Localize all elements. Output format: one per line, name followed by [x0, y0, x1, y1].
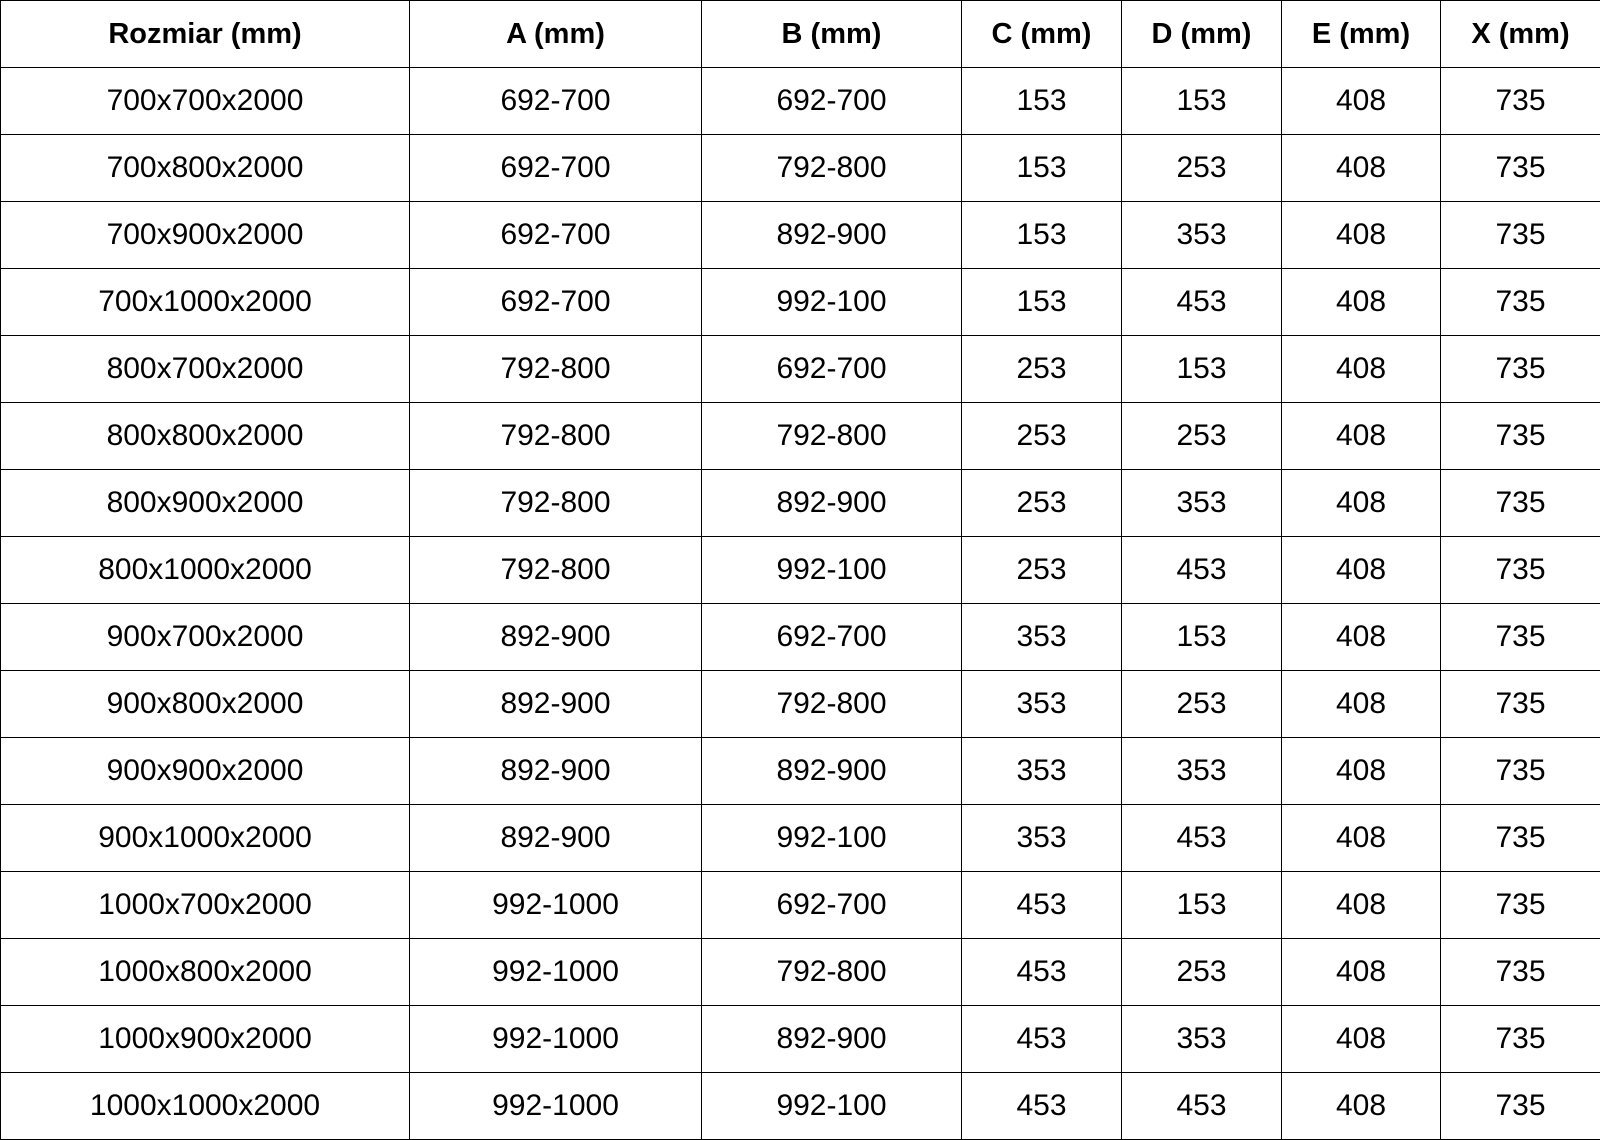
a-cell: 992-1000 [410, 939, 702, 1006]
table-row [1, 68, 1600, 135]
b-cell: 792-800 [702, 671, 962, 738]
size-cell: 800x900x2000 [1, 470, 410, 537]
e-cell: 408 [1282, 202, 1441, 269]
a-cell: 992-1000 [410, 1006, 702, 1073]
c-cell: 253 [962, 336, 1122, 403]
c-cell: 153 [962, 202, 1122, 269]
c-cell: 353 [962, 604, 1122, 671]
a-cell: 692-700 [410, 68, 702, 135]
b-cell: 692-700 [702, 604, 962, 671]
table-row [1, 470, 1600, 537]
size-cell: 700x900x2000 [1, 202, 410, 269]
table-body [1, 68, 1600, 1140]
table-row [1, 604, 1600, 671]
b-cell: 692-700 [702, 336, 962, 403]
x-cell: 735 [1441, 68, 1600, 135]
size-cell: 900x1000x2000 [1, 805, 410, 872]
d-cell: 353 [1122, 738, 1282, 805]
x-cell: 735 [1441, 738, 1600, 805]
table-row [1, 1073, 1600, 1140]
size-cell: 1000x700x2000 [1, 872, 410, 939]
d-cell: 153 [1122, 68, 1282, 135]
e-cell: 408 [1282, 872, 1441, 939]
x-cell: 735 [1441, 470, 1600, 537]
table-row [1, 1006, 1600, 1073]
b-cell: 792-800 [702, 403, 962, 470]
a-cell: 892-900 [410, 604, 702, 671]
x-cell: 735 [1441, 135, 1600, 202]
e-cell: 408 [1282, 604, 1441, 671]
d-cell: 453 [1122, 537, 1282, 604]
a-cell: 992-1000 [410, 1073, 702, 1140]
d-cell: 153 [1122, 872, 1282, 939]
x-header: X (mm) [1441, 1, 1600, 68]
b-header: B (mm) [702, 1, 962, 68]
c-cell: 453 [962, 1006, 1122, 1073]
size-cell: 700x700x2000 [1, 68, 410, 135]
x-cell: 735 [1441, 872, 1600, 939]
x-cell: 735 [1441, 671, 1600, 738]
a-cell: 692-700 [410, 202, 702, 269]
b-cell: 792-800 [702, 939, 962, 1006]
b-cell: 892-900 [702, 1006, 962, 1073]
c-cell: 153 [962, 269, 1122, 336]
b-cell: 792-800 [702, 135, 962, 202]
e-cell: 408 [1282, 939, 1441, 1006]
b-cell: 992-100 [702, 269, 962, 336]
x-cell: 735 [1441, 604, 1600, 671]
a-cell: 792-800 [410, 537, 702, 604]
c-cell: 253 [962, 537, 1122, 604]
table-header [1, 1, 1600, 68]
table-row [1, 202, 1600, 269]
a-cell: 792-800 [410, 403, 702, 470]
c-cell: 253 [962, 470, 1122, 537]
table-row [1, 336, 1600, 403]
d-cell: 453 [1122, 1073, 1282, 1140]
d-cell: 253 [1122, 671, 1282, 738]
e-cell: 408 [1282, 135, 1441, 202]
e-cell: 408 [1282, 403, 1441, 470]
size-header: Rozmiar (mm) [1, 1, 410, 68]
d-cell: 153 [1122, 336, 1282, 403]
size-cell: 900x700x2000 [1, 604, 410, 671]
b-cell: 892-900 [702, 470, 962, 537]
e-cell: 408 [1282, 336, 1441, 403]
e-cell: 408 [1282, 671, 1441, 738]
a-cell: 892-900 [410, 738, 702, 805]
c-cell: 353 [962, 805, 1122, 872]
size-cell: 800x700x2000 [1, 336, 410, 403]
a-cell: 792-800 [410, 336, 702, 403]
c-cell: 353 [962, 671, 1122, 738]
c-cell: 453 [962, 872, 1122, 939]
b-cell: 692-700 [702, 872, 962, 939]
table-row [1, 805, 1600, 872]
table-row [1, 135, 1600, 202]
e-cell: 408 [1282, 1006, 1441, 1073]
b-cell: 992-100 [702, 805, 962, 872]
a-cell: 992-1000 [410, 872, 702, 939]
b-cell: 992-100 [702, 1073, 962, 1140]
x-cell: 735 [1441, 269, 1600, 336]
x-cell: 735 [1441, 202, 1600, 269]
size-cell: 1000x1000x2000 [1, 1073, 410, 1140]
x-cell: 735 [1441, 1006, 1600, 1073]
e-cell: 408 [1282, 269, 1441, 336]
d-cell: 353 [1122, 470, 1282, 537]
size-cell: 1000x800x2000 [1, 939, 410, 1006]
table-row [1, 269, 1600, 336]
table-row [1, 939, 1600, 1006]
b-cell: 692-700 [702, 68, 962, 135]
x-cell: 735 [1441, 537, 1600, 604]
e-cell: 408 [1282, 738, 1441, 805]
c-header: C (mm) [962, 1, 1122, 68]
a-cell: 692-700 [410, 269, 702, 336]
x-cell: 735 [1441, 336, 1600, 403]
d-cell: 453 [1122, 805, 1282, 872]
a-cell: 892-900 [410, 805, 702, 872]
a-header: A (mm) [410, 1, 702, 68]
size-cell: 700x1000x2000 [1, 269, 410, 336]
d-cell: 353 [1122, 202, 1282, 269]
e-cell: 408 [1282, 470, 1441, 537]
d-cell: 453 [1122, 269, 1282, 336]
c-cell: 153 [962, 135, 1122, 202]
c-cell: 253 [962, 403, 1122, 470]
size-cell: 1000x900x2000 [1, 1006, 410, 1073]
table-row [1, 872, 1600, 939]
size-cell: 700x800x2000 [1, 135, 410, 202]
d-cell: 153 [1122, 604, 1282, 671]
size-cell: 800x800x2000 [1, 403, 410, 470]
d-cell: 353 [1122, 1006, 1282, 1073]
e-cell: 408 [1282, 68, 1441, 135]
x-cell: 735 [1441, 805, 1600, 872]
d-cell: 253 [1122, 939, 1282, 1006]
size-cell: 900x800x2000 [1, 671, 410, 738]
table-row [1, 671, 1600, 738]
d-header: D (mm) [1122, 1, 1282, 68]
e-header: E (mm) [1282, 1, 1441, 68]
a-cell: 692-700 [410, 135, 702, 202]
table-row [1, 537, 1600, 604]
b-cell: 892-900 [702, 738, 962, 805]
e-cell: 408 [1282, 537, 1441, 604]
c-cell: 153 [962, 68, 1122, 135]
b-cell: 892-900 [702, 202, 962, 269]
b-cell: 992-100 [702, 537, 962, 604]
c-cell: 453 [962, 939, 1122, 1006]
c-cell: 353 [962, 738, 1122, 805]
d-cell: 253 [1122, 135, 1282, 202]
table-row [1, 738, 1600, 805]
x-cell: 735 [1441, 403, 1600, 470]
a-cell: 792-800 [410, 470, 702, 537]
e-cell: 408 [1282, 805, 1441, 872]
e-cell: 408 [1282, 1073, 1441, 1140]
x-cell: 735 [1441, 1073, 1600, 1140]
d-cell: 253 [1122, 403, 1282, 470]
table-row [1, 403, 1600, 470]
header-row [1, 1, 1600, 68]
a-cell: 892-900 [410, 671, 702, 738]
c-cell: 453 [962, 1073, 1122, 1140]
size-cell: 800x1000x2000 [1, 537, 410, 604]
size-cell: 900x900x2000 [1, 738, 410, 805]
x-cell: 735 [1441, 939, 1600, 1006]
